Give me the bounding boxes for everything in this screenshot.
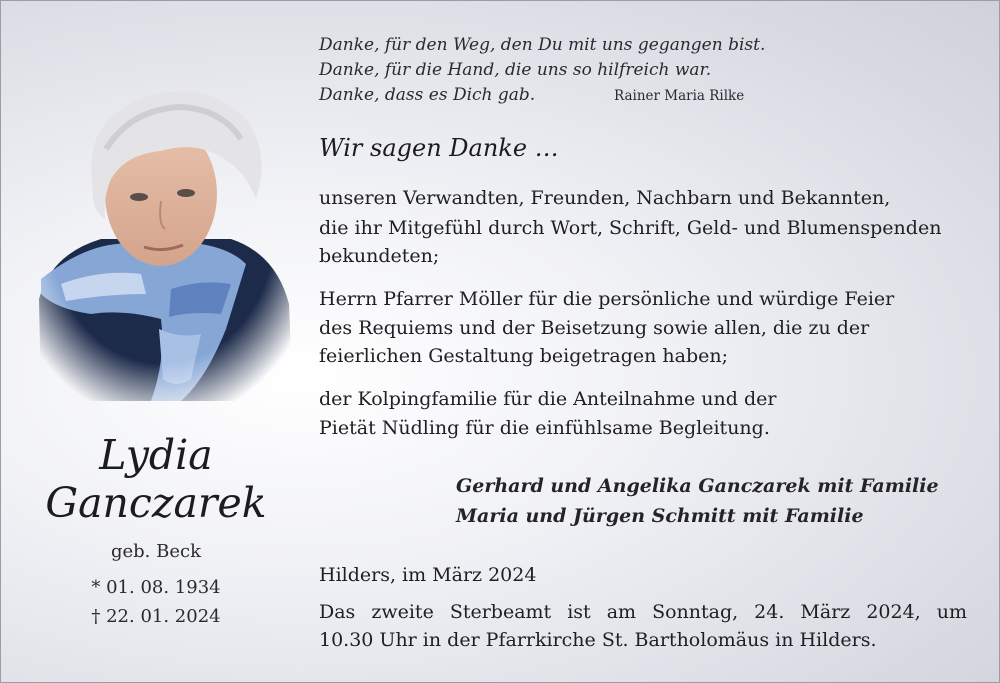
thanks-para2-line3: feierlichen Gestaltung beigetragen haben; [319,345,728,367]
thanks-para1-line2: die ihr Mitgefühl durch Wort, Schrift, Geld- und Blumenspenden [319,217,942,239]
thanks-para1-line1: unseren Verwandten, Freunden, Nachbarn und Bekannten, [319,187,891,209]
thanks-para3-line1: der Kolpingfamilie für die Anteilnahme und der [319,388,777,410]
service-line-1: Das zweite Sterbeamt ist am Sonntag, 24. März 2024, um [319,601,967,623]
quote-line-3: Danke, dass es Dich gab. [319,85,536,105]
death-date: † 22. 01. 2024 [91,606,221,627]
maiden-name: geb. Beck [110,541,201,562]
quote-author: Rainer Maria Rilke [614,88,745,104]
thanks-para1-line3: bekundeten; [319,245,440,267]
thanks-para2-line2: des Requiems und der Beisetzung sowie allen, die zu der [319,317,870,339]
service-line-2: 10.30 Uhr in der Pfarrkirche St. Bartholomäus in Hilders. [319,629,877,651]
thanks-para2-line1: Herrn Pfarrer Möller für die persönliche und würdige Feier [319,288,895,310]
portrait-photo [31,79,293,401]
signature-line-2: Maria und Jürgen Schmitt mit Familie [456,505,864,527]
place-date: Hilders, im März 2024 [319,564,537,586]
last-name: Ganczarek [45,479,267,527]
signature-line-1: Gerhard und Angelika Ganczarek mit Familie [456,475,939,497]
thanks-heading: Wir sagen Danke … [319,134,559,162]
quote-line-2: Danke, für die Hand, die uns so hilfreich war. [319,60,712,80]
birth-date: * 01. 08. 1934 [91,577,221,598]
first-name: Lydia [99,431,213,479]
quote-line-1: Danke, für den Weg, den Du mit uns gegangen bist. [319,35,766,55]
thanks-para3-line2: Pietät Nüdling für die einfühlsame Begleitung. [319,417,770,439]
